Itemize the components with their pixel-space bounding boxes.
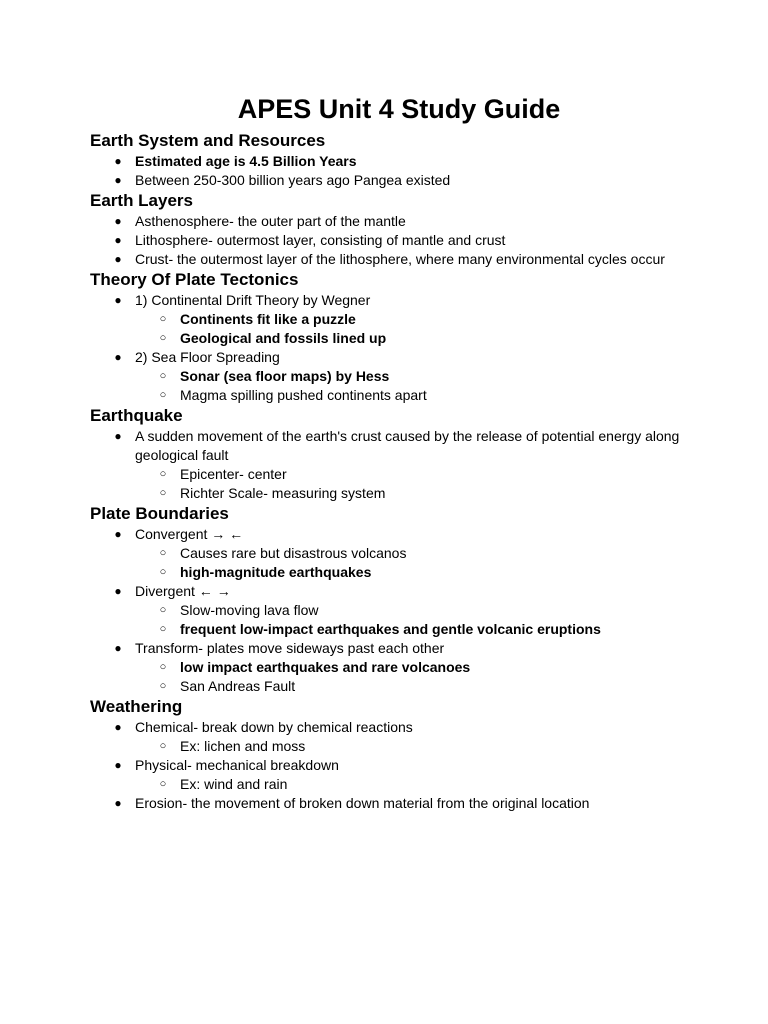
sub-bullet-list <box>135 310 708 348</box>
bullet-list <box>90 427 708 503</box>
section-heading: Earth Layers <box>90 191 193 210</box>
list-item-text: Divergent ← → <box>135 583 231 599</box>
filled-bullet-icon: ● <box>114 233 122 247</box>
list-item-text: Convergent → ← <box>135 526 244 542</box>
list-item-text: Crust- the outermost layer of the lithosphere, where many environmental cycles occur <box>135 251 665 267</box>
sub-list-item <box>135 484 708 503</box>
sub-list-wrapper <box>90 601 708 639</box>
bullet-list <box>90 525 708 696</box>
sub-list-item-text: Richter Scale- measuring system <box>180 485 386 501</box>
sub-list-item <box>135 658 708 677</box>
sub-list-wrapper <box>90 544 708 582</box>
filled-bullet-icon: ● <box>114 641 122 655</box>
list-item <box>90 427 708 465</box>
filled-bullet-icon: ● <box>114 584 122 598</box>
sub-list-item <box>135 677 708 696</box>
sub-list-item-text: Slow-moving lava flow <box>180 602 319 618</box>
sections-container <box>90 130 708 813</box>
sub-list-item <box>135 563 708 582</box>
filled-bullet-icon: ● <box>114 214 122 228</box>
sub-list-wrapper <box>90 737 708 756</box>
filled-bullet-icon: ● <box>114 527 122 541</box>
sub-bullet-list <box>135 775 708 794</box>
section-heading: Plate Boundaries <box>90 504 229 523</box>
sub-list-item-text: Geological and fossils lined up <box>180 330 387 346</box>
section <box>90 130 708 190</box>
sub-list-item-text: Continents fit like a puzzle <box>180 311 356 327</box>
hollow-bullet-icon: ○ <box>159 389 167 401</box>
section-heading: Earthquake <box>90 406 183 425</box>
sub-bullet-list <box>135 367 708 405</box>
list-item <box>90 171 708 190</box>
list-item-text: Asthenosphere- the outer part of the mantle <box>135 213 406 229</box>
list-item <box>90 639 708 658</box>
hollow-bullet-icon: ○ <box>159 740 167 752</box>
list-item <box>90 525 708 544</box>
list-item <box>90 250 708 269</box>
hollow-bullet-icon: ○ <box>159 487 167 499</box>
hollow-bullet-icon: ○ <box>159 661 167 673</box>
filled-bullet-icon: ● <box>114 429 122 443</box>
document-title: APES Unit 4 Study Guide <box>237 94 561 124</box>
sub-list-item <box>135 465 708 484</box>
list-item-text: Chemical- break down by chemical reactions <box>135 719 413 735</box>
list-item-text: Physical- mechanical breakdown <box>135 757 339 773</box>
sub-list-item-text: Causes rare but disastrous volcanos <box>180 545 407 561</box>
sub-list-item <box>135 737 708 756</box>
hollow-bullet-icon: ○ <box>159 604 167 616</box>
sub-list-wrapper <box>90 775 708 794</box>
filled-bullet-icon: ● <box>114 796 122 810</box>
sub-list-item <box>135 620 708 639</box>
sub-bullet-list <box>135 737 708 756</box>
sub-list-item <box>135 775 708 794</box>
sub-list-item <box>135 601 708 620</box>
hollow-bullet-icon: ○ <box>159 623 167 635</box>
hollow-bullet-icon: ○ <box>159 680 167 692</box>
list-item <box>90 291 708 310</box>
filled-bullet-icon: ● <box>114 293 122 307</box>
list-item-text: Between 250-300 billion years ago Pangea existed <box>135 172 451 188</box>
sub-list-item-text: San Andreas Fault <box>180 678 296 694</box>
section <box>90 696 708 813</box>
sub-list-item <box>135 367 708 386</box>
sub-list-item-text: frequent low-impact earthquakes and gentle volcanic eruptions <box>180 621 601 637</box>
list-item-text: 1) Continental Drift Theory by Wegner <box>135 292 371 308</box>
list-item <box>90 348 708 367</box>
sub-list-wrapper <box>90 465 708 503</box>
sub-list-item-text: Ex: lichen and moss <box>180 738 306 754</box>
sub-list-item <box>135 544 708 563</box>
sub-list-item-text: high-magnitude earthquakes <box>180 564 372 580</box>
filled-bullet-icon: ● <box>114 720 122 734</box>
section <box>90 503 708 696</box>
hollow-bullet-icon: ○ <box>159 547 167 559</box>
filled-bullet-icon: ● <box>114 350 122 364</box>
list-item-text: 2) Sea Floor Spreading <box>135 349 280 365</box>
section-heading: Theory Of Plate Tectonics <box>90 270 299 289</box>
section-heading: Earth System and Resources <box>90 131 326 150</box>
list-item-text: Transform- plates move sideways past each other <box>135 640 445 656</box>
list-item <box>90 756 708 775</box>
list-item-text: Lithosphere- outermost layer, consisting of mantle and crust <box>135 232 506 248</box>
section <box>90 269 708 405</box>
sub-list-item-text: Magma spilling pushed continents apart <box>180 387 427 403</box>
section <box>90 190 708 269</box>
list-item-text: A sudden movement of the earth's crust caused by the release of potential energy along geological fault <box>135 428 680 463</box>
sub-bullet-list <box>135 601 708 639</box>
sub-list-item-text: low impact earthquakes and rare volcanoes <box>180 659 471 675</box>
sub-bullet-list <box>135 465 708 503</box>
sub-list-item <box>135 310 708 329</box>
list-item <box>90 718 708 737</box>
sub-bullet-list <box>135 658 708 696</box>
sub-list-wrapper <box>90 658 708 696</box>
hollow-bullet-icon: ○ <box>159 468 167 480</box>
list-item <box>90 231 708 250</box>
section-heading: Weathering <box>90 697 183 716</box>
list-item <box>90 212 708 231</box>
list-item <box>90 582 708 601</box>
bullet-list <box>90 718 708 813</box>
sub-list-item <box>135 386 708 405</box>
filled-bullet-icon: ● <box>114 173 122 187</box>
list-item-text: Estimated age is 4.5 Billion Years <box>135 153 357 169</box>
sub-list-item <box>135 329 708 348</box>
hollow-bullet-icon: ○ <box>159 332 167 344</box>
sub-list-item-text: Epicenter- center <box>180 466 287 482</box>
section <box>90 405 708 503</box>
list-item-text: Erosion- the movement of broken down material from the original location <box>135 795 590 811</box>
bullet-list <box>90 291 708 405</box>
filled-bullet-icon: ● <box>114 758 122 772</box>
hollow-bullet-icon: ○ <box>159 313 167 325</box>
sub-list-wrapper <box>90 367 708 405</box>
hollow-bullet-icon: ○ <box>159 566 167 578</box>
list-item <box>90 152 708 171</box>
hollow-bullet-icon: ○ <box>159 778 167 790</box>
sub-list-wrapper <box>90 310 708 348</box>
sub-list-item-text: Sonar (sea floor maps) by Hess <box>180 368 390 384</box>
filled-bullet-icon: ● <box>114 154 122 168</box>
hollow-bullet-icon: ○ <box>159 370 167 382</box>
bullet-list <box>90 152 708 190</box>
sub-bullet-list <box>135 544 708 582</box>
bullet-list <box>90 212 708 269</box>
list-item <box>90 794 708 813</box>
sub-list-item-text: Ex: wind and rain <box>180 776 288 792</box>
filled-bullet-icon: ● <box>114 252 122 266</box>
